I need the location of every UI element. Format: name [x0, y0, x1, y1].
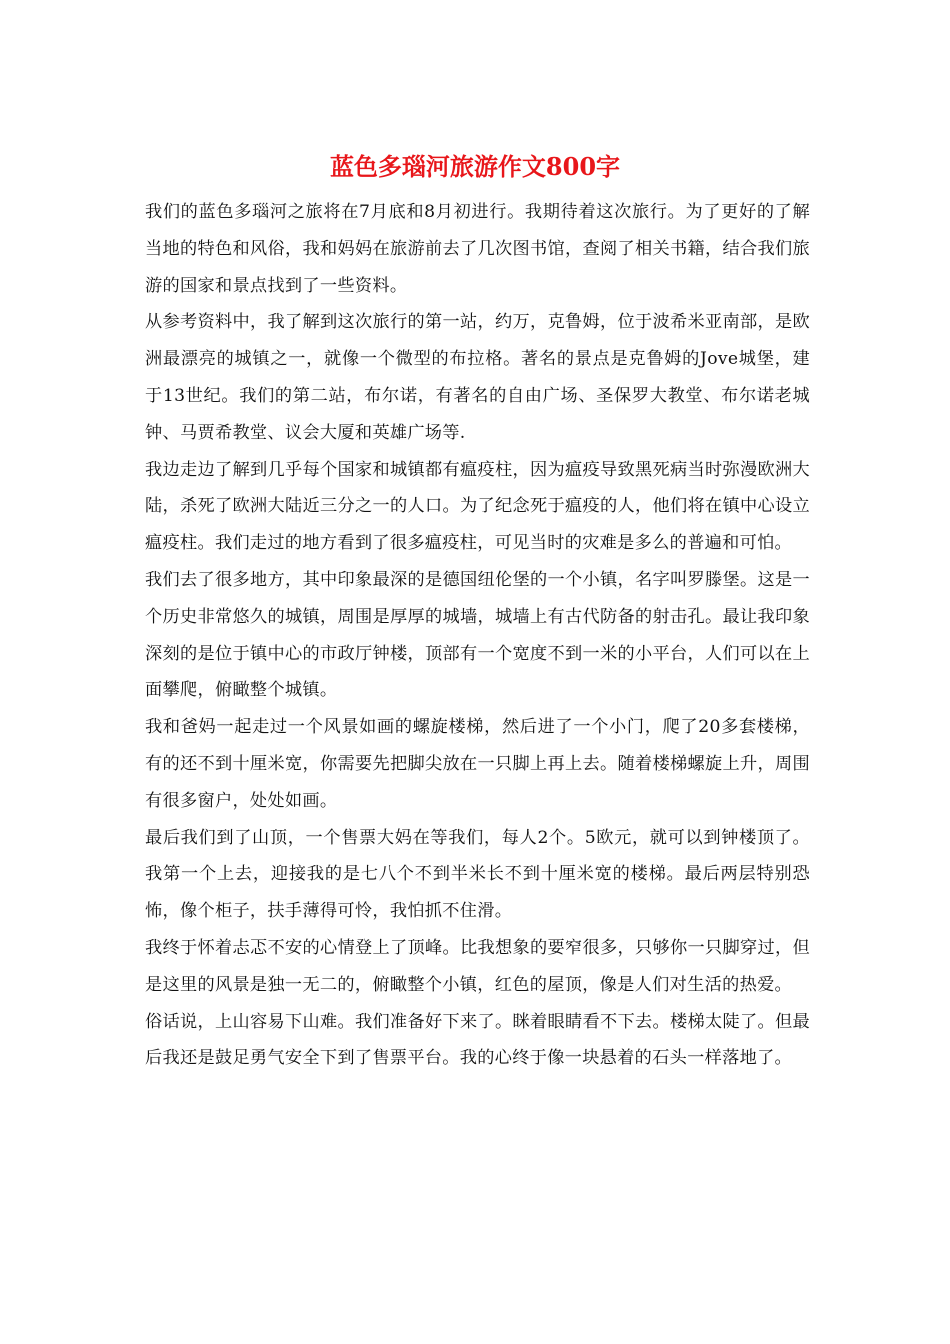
paragraph-4: 我们去了很多地方，其中印象最深的是德国纽伦堡的一个小镇，名字叫罗滕堡。这是一个历史非常悠久的城镇，周围是厚厚的城墙，城墙上有古代防备的射击孔。最让我印象深刻的是位于镇中心的市政厅钟楼，顶部有一个宽度不到一米的小平台，人们可以在上面攀爬，俯瞰整个城镇。: [145, 569, 810, 701]
paragraph-1: 我们的蓝色多瑙河之旅将在7月底和8月初进行。我期待着这次旅行。为了更好的了解当地的特色和风俗，我和妈妈在旅游前去了几次图书馆，查阅了相关书籍，结合我们旅游的国家和景点找到了一些资料。: [145, 202, 810, 296]
document-body: [145, 194, 810, 1077]
paragraph-3: 我边走边了解到几乎每个国家和城镇都有瘟疫柱，因为瘟疫导致黑死病当时弥漫欧洲大陆，杀死了欧洲大陆近三分之一的人口。为了纪念死于瘟疫的人，他们将在镇中心设立瘟疫柱。我们走过的地方看到了很多瘟疫柱，可见当时的灾难是多么的普遍和可怕。: [145, 459, 810, 554]
paragraph-7: 我终于怀着忐忑不安的心情登上了顶峰。比我想象的要窄很多，只够你一只脚穿过，但是这里的风景是独一无二的，俯瞰整个小镇，红色的屋顶，像是人们对生活的热爱。: [145, 937, 810, 995]
document-title: 蓝色多瑙河旅游作文800字: [329, 152, 621, 181]
paragraph-8: 俗话说，上山容易下山难。我们准备好下来了。眯着眼睛看不下去。楼梯太陡了。但最后我还是鼓足勇气安全下到了售票平台。我的心终于像一块悬着的石头一样落地了。: [145, 1011, 810, 1069]
paragraph-6: 最后我们到了山顶，一个售票大妈在等我们，每人2个。5欧元，就可以到钟楼顶了。我第一个上去，迎接我的是七八个不到半米长不到十厘米宽的楼梯。最后两层特别恐怖，像个柜子，扶手薄得可怜，我怕抓不住滑。: [145, 827, 810, 922]
paragraph-2: 从参考资料中，我了解到这次旅行的第一站，约万，克鲁姆，位于波希米亚南部，是欧洲最漂亮的城镇之一，就像一个微型的布拉格。著名的景点是克鲁姆的Jove城堡，建于13世纪。我们的第二站，布尔诺，有著名的自由广场、圣保罗大教堂、布尔诺老城钟、马贾希教堂、议会大厦和英雄广场等.: [145, 312, 810, 443]
paragraph-5: 我和爸妈一起走过一个风景如画的螺旋楼梯，然后进了一个小门，爬了20多套楼梯，有的还不到十厘米宽，你需要先把脚尖放在一只脚上再上去。随着楼梯螺旋上升，周围有很多窗户，处处如画。: [145, 717, 810, 811]
